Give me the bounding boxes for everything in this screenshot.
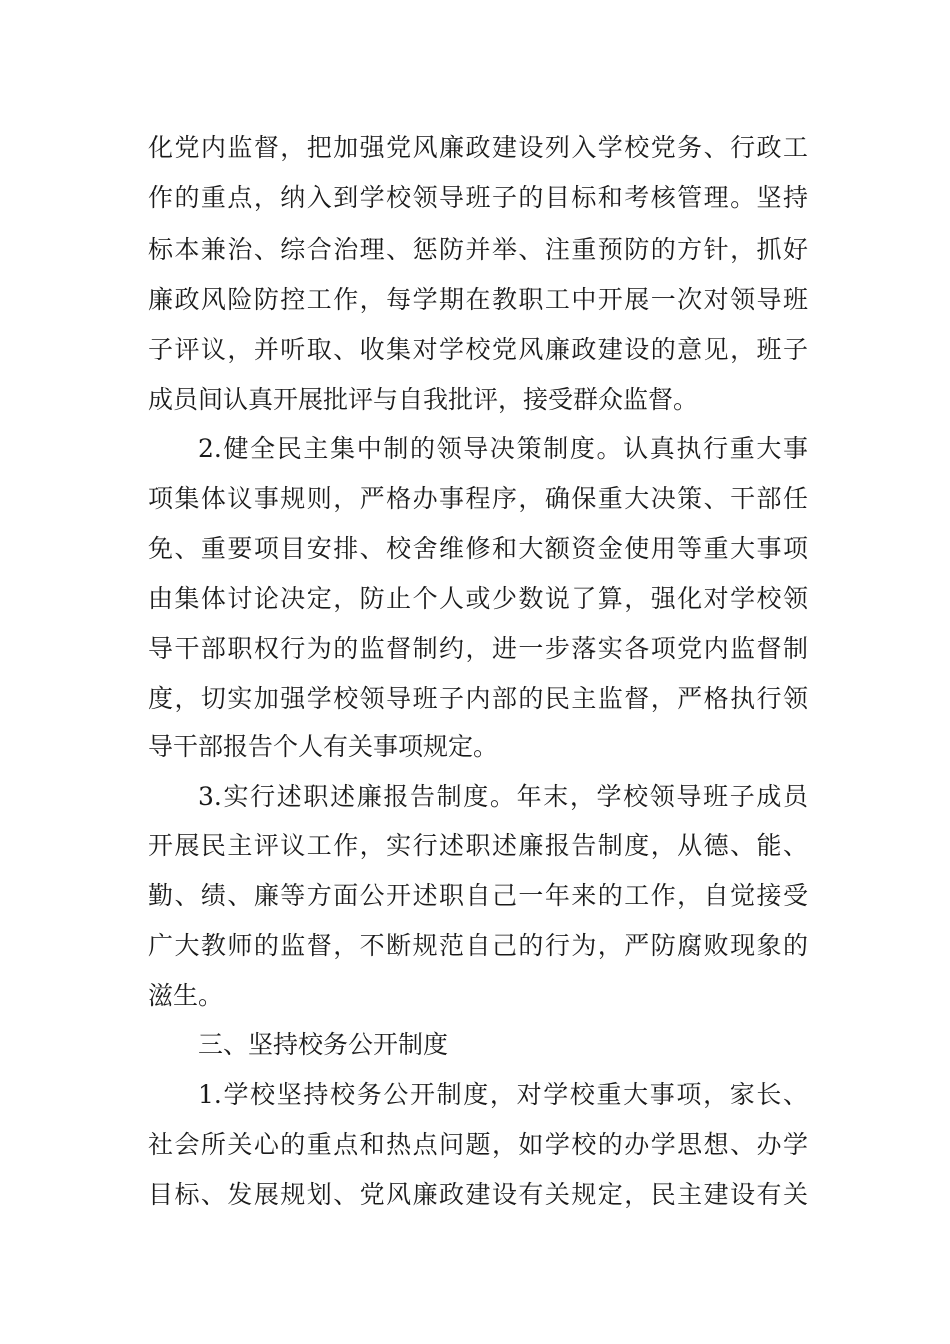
paragraph-line: 子评议，并听取、收集对学校党风廉政建设的意见，班子	[148, 335, 808, 364]
paragraph-line: 成员间认真开展批评与自我批评，接受群众监督。	[148, 385, 699, 414]
paragraph-line: 目标、发展规划、党风廉政建设有关规定，民主建设有关	[148, 1180, 808, 1209]
paragraph-line: 标本兼治、综合治理、惩防并举、注重预防的方针，抓好	[148, 235, 808, 264]
paragraph-line: 2.健全民主集中制的领导决策制度。认真执行重大事	[198, 434, 808, 463]
paragraph-line: 度，切实加强学校领导班子内部的民主监督，严格执行领	[148, 684, 808, 713]
paragraph-line: 1.学校坚持校务公开制度，对学校重大事项，家长、	[198, 1080, 808, 1109]
paragraph-line: 作的重点，纳入到学校领导班子的目标和考核管理。坚持	[148, 183, 808, 212]
paragraph-line: 勤、绩、廉等方面公开述职自己一年来的工作，自觉接受	[148, 881, 808, 910]
paragraph-line: 免、重要项目安排、校舍维修和大额资金使用等重大事项	[148, 534, 808, 563]
paragraph-line: 项集体议事规则，严格办事程序，确保重大决策、干部任	[148, 484, 808, 513]
paragraph-line: 开展民主评议工作，实行述职述廉报告制度，从德、能、	[148, 831, 808, 860]
paragraph-line: 导干部职权行为的监督制约，进一步落实各项党内监督制	[148, 634, 808, 663]
paragraph-line: 3.实行述职述廉报告制度。年末，学校领导班子成员	[198, 782, 808, 811]
paragraph-line: 廉政风险防控工作，每学期在教职工中开展一次对领导班	[148, 285, 808, 314]
paragraph-line: 社会所关心的重点和热点问题，如学校的办学思想、办学	[148, 1130, 808, 1159]
paragraph-line: 由集体讨论决定，防止个人或少数说了算，强化对学校领	[148, 584, 808, 613]
section-heading: 三、坚持校务公开制度	[198, 1030, 449, 1059]
paragraph-line: 化党内监督，把加强党风廉政建设列入学校党务、行政工	[148, 133, 808, 162]
paragraph-line: 滋生。	[148, 981, 224, 1010]
paragraph-line: 广大教师的监督，不断规范自己的行为，严防腐败现象的	[148, 931, 808, 960]
paragraph-line: 导干部报告个人有关事项规定。	[148, 732, 499, 761]
